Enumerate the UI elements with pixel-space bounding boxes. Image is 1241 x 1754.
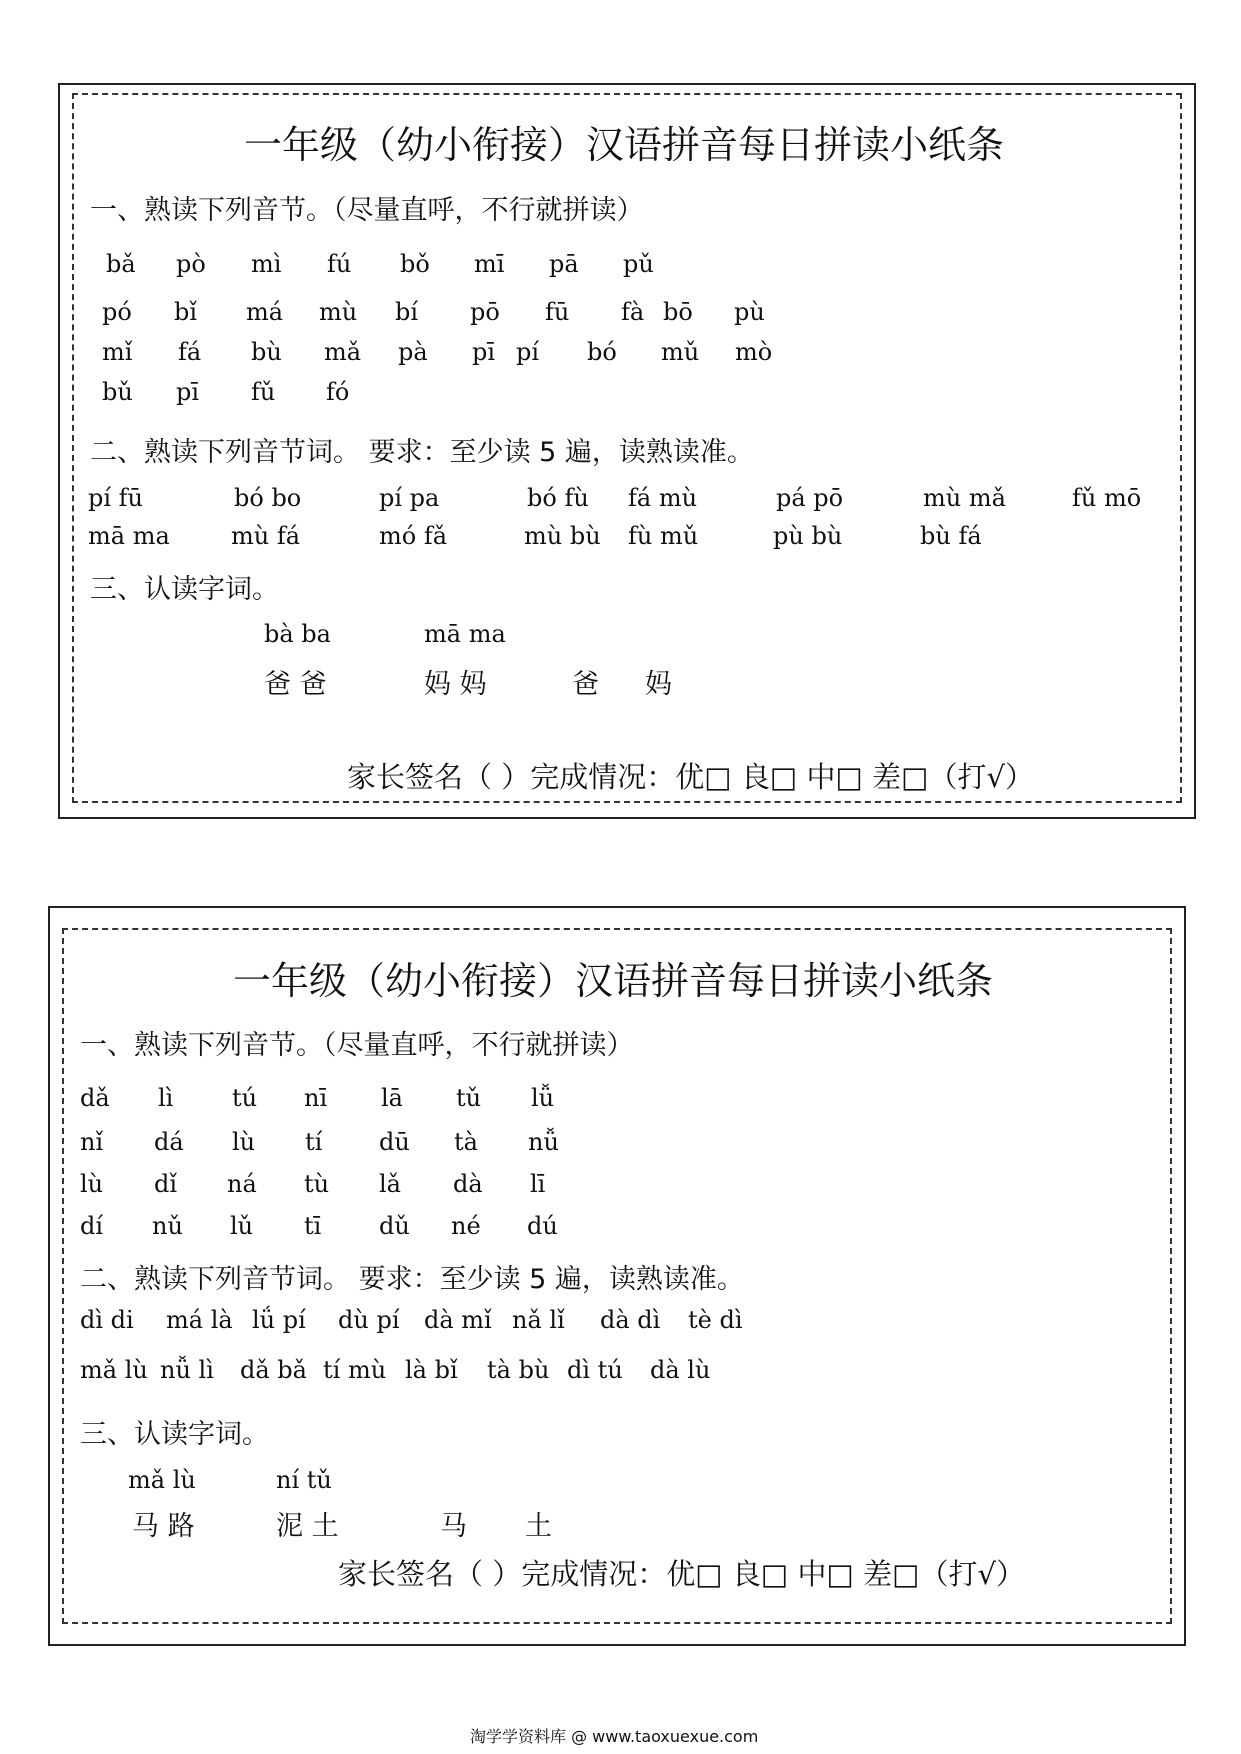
syllable: nǔ <box>152 1212 183 1240</box>
syllable-word: tí mù <box>323 1356 387 1384</box>
card-2-section3-heading: 三、认读字词。 <box>80 1419 269 1450</box>
word-pinyin: bà ba <box>264 620 331 648</box>
word-pinyin: ní tǔ <box>276 1466 332 1494</box>
syllable: mī <box>474 250 505 278</box>
syllable: nī <box>304 1084 328 1112</box>
syllable: bí <box>395 298 419 326</box>
syllable-word: pá pō <box>776 484 844 512</box>
syllable: pō <box>470 298 500 326</box>
syllable: mì <box>251 250 282 278</box>
syllable: bǔ <box>102 378 133 406</box>
syllable: mǐ <box>102 338 133 366</box>
syllable-word: dì di <box>80 1306 134 1334</box>
syllable-word: dà dì <box>600 1306 661 1334</box>
syllable: pǔ <box>623 250 654 278</box>
syllable: bó <box>587 338 617 366</box>
syllable-word: dù pí <box>338 1306 400 1334</box>
syllable-word: dǎ bǎ <box>240 1356 307 1384</box>
syllable: tí <box>305 1128 323 1156</box>
card-2-section2-heading: 二、熟读下列音节词。 要求：至少读 5 遍，读熟读准。 <box>80 1264 744 1295</box>
syllable-word: dì tú <box>567 1356 623 1384</box>
syllable-word: pí fū <box>88 484 144 512</box>
syllable: mù <box>319 298 358 326</box>
syllable: tù <box>304 1170 330 1198</box>
syllable: tà <box>454 1128 478 1156</box>
syllable-word: pí pa <box>379 484 440 512</box>
syllable: dǐ <box>154 1170 178 1198</box>
syllable: lù <box>232 1128 256 1156</box>
syllable-word: fá mù <box>628 484 698 512</box>
syllable-word: mù fá <box>231 522 301 550</box>
syllable-word: mā ma <box>88 522 170 550</box>
syllable: bǎ <box>106 250 136 278</box>
card-1-section1-heading: 一、熟读下列音节。（尽量直呼，不行就拼读） <box>90 195 644 226</box>
card-2-section1-heading: 一、熟读下列音节。（尽量直呼，不行就拼读） <box>80 1030 634 1061</box>
syllable-word: mǎ lù <box>80 1356 148 1384</box>
syllable: bǒ <box>400 250 430 278</box>
syllable: fú <box>327 250 352 278</box>
card-1-section3-heading: 三、认读字词。 <box>90 574 279 605</box>
syllable: tǔ <box>456 1084 482 1112</box>
syllable-word: má là <box>166 1306 233 1334</box>
syllable: fà <box>621 298 645 326</box>
syllable: fó <box>326 378 350 406</box>
syllable: lǎ <box>379 1170 401 1198</box>
syllable: mǎ <box>324 338 362 366</box>
word-pinyin: mǎ lù <box>128 1466 196 1494</box>
syllable: bù <box>251 338 282 366</box>
syllable: pā <box>549 250 579 278</box>
syllable: dū <box>379 1128 410 1156</box>
syllable-word: fǔ mō <box>1072 484 1142 512</box>
syllable: pī <box>472 338 496 366</box>
syllable-word: nǚ lì <box>160 1356 214 1384</box>
syllable-word: mó fǎ <box>379 522 448 550</box>
syllable-word: dà lù <box>650 1356 711 1384</box>
syllable: fǔ <box>251 378 276 406</box>
syllable: pí <box>516 338 540 366</box>
word-pinyin: mā ma <box>424 620 506 648</box>
syllable: ná <box>227 1170 257 1198</box>
syllable: tī <box>304 1212 322 1240</box>
syllable-word: dà mǐ <box>424 1306 492 1334</box>
syllable: fū <box>545 298 570 326</box>
syllable: pù <box>734 298 765 326</box>
hanzi-word: 土 <box>525 1511 552 1542</box>
syllable-word: lǘ pí <box>252 1306 306 1334</box>
syllable: lì <box>158 1084 174 1112</box>
syllable-word: bó fù <box>527 484 589 512</box>
syllable: nǐ <box>80 1128 104 1156</box>
syllable: dá <box>154 1128 184 1156</box>
hanzi-word: 马 <box>440 1511 467 1542</box>
syllable: lā <box>381 1084 403 1112</box>
syllable: lǚ <box>531 1084 555 1112</box>
hanzi-word: 妈 妈 <box>424 669 487 700</box>
syllable-word: bù fá <box>920 522 982 550</box>
syllable: dǔ <box>379 1212 410 1240</box>
syllable: dà <box>453 1170 483 1198</box>
syllable-word: mù mǎ <box>923 484 1006 512</box>
card-2-parent-signature-line: 家长签名（ ）完成情况：优□ 良□ 中□ 差□（打√） <box>338 1557 1025 1591</box>
syllable: bō <box>663 298 693 326</box>
syllable: má <box>246 298 284 326</box>
syllable: lǔ <box>230 1212 254 1240</box>
syllable: fá <box>178 338 202 366</box>
card-2-title: 一年级（幼小衔接）汉语拼音每日拼读小纸条 <box>233 959 994 1003</box>
syllable-word: tà bù <box>487 1356 550 1384</box>
syllable: pò <box>176 250 206 278</box>
card-1-parent-signature-line: 家长签名（ ）完成情况：优□ 良□ 中□ 差□（打√） <box>347 760 1034 794</box>
syllable-word: tè dì <box>688 1306 743 1334</box>
syllable: bǐ <box>174 298 198 326</box>
syllable: dú <box>527 1212 558 1240</box>
card-1-title: 一年级（幼小衔接）汉语拼音每日拼读小纸条 <box>244 123 1005 167</box>
syllable: mǔ <box>661 338 700 366</box>
hanzi-word: 马 路 <box>132 1511 195 1542</box>
syllable-word: mù bù <box>524 522 601 550</box>
syllable: nǚ <box>528 1128 559 1156</box>
syllable-word: fù mǔ <box>628 522 699 550</box>
syllable-word: là bǐ <box>405 1356 458 1384</box>
syllable: lī <box>530 1170 546 1198</box>
syllable: pī <box>176 378 200 406</box>
syllable: dí <box>80 1212 104 1240</box>
page-footer-source: 淘学学资料库 @ www.taoxuexue.com <box>470 1727 759 1746</box>
hanzi-word: 爸 <box>572 669 599 700</box>
syllable-word: pù bù <box>773 522 843 550</box>
hanzi-word: 爸 爸 <box>264 669 327 700</box>
syllable: mò <box>735 338 773 366</box>
syllable: né <box>451 1212 481 1240</box>
hanzi-word: 妈 <box>645 669 672 700</box>
syllable: lù <box>80 1170 104 1198</box>
hanzi-word: 泥 土 <box>276 1511 339 1542</box>
syllable: pó <box>102 298 132 326</box>
syllable-word: bó bo <box>234 484 302 512</box>
syllable: tú <box>232 1084 258 1112</box>
card-1-section2-heading: 二、熟读下列音节词。 要求：至少读 5 遍，读熟读准。 <box>90 437 754 468</box>
syllable-word: nǎ lǐ <box>512 1306 565 1334</box>
syllable: pà <box>398 338 428 366</box>
syllable: dǎ <box>80 1084 110 1112</box>
